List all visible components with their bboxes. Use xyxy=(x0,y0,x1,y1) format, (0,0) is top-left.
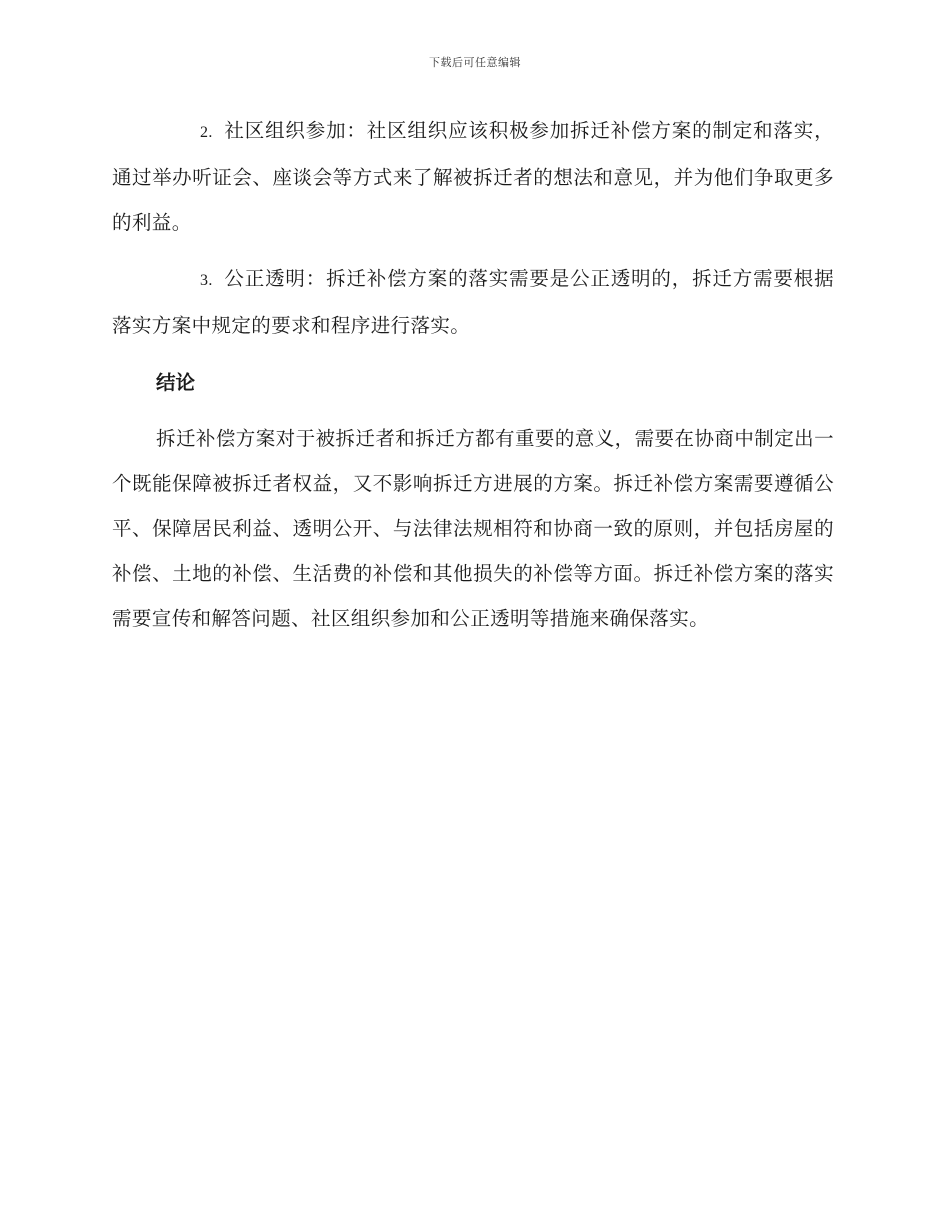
list-item xyxy=(112,108,834,245)
list-item-number: 3. xyxy=(200,272,213,289)
list-item-text: 社区组织参加：社区组织应该积极参加拆迁补偿方案的制定和落实，通过举办听证会、座谈会等方式来了解被拆迁者的想法和意见，并为他们争取更多的利益。 xyxy=(112,119,834,234)
list-item-number: 2. xyxy=(200,124,213,141)
conclusion-paragraph: 拆迁补偿方案对于被拆迁者和拆迁方都有重要的意义，需要在协商中制定出一个既能保障被拆迁者权益，又不影响拆迁方进展的方案。拆迁补偿方案需要遵循公平、保障居民利益、透明公开、与法律法规相符和协商一致的原则，并包括房屋的补偿、土地的补偿、生活费的补偿和其他损失的补偿等方面。拆迁补偿方案的落实需要宣传和解答问题、社区组织参加和公正透明等措施来确保落实。 xyxy=(112,427,834,630)
list-item xyxy=(112,256,834,348)
section-heading: 结论 xyxy=(156,371,196,394)
list-item-text: 公正透明：拆迁补偿方案的落实需要是公正透明的，拆迁方需要根据落实方案中规定的要求和程序进行落实。 xyxy=(112,267,834,337)
page-header: 下载后可任意编辑 xyxy=(429,56,521,69)
document-body xyxy=(112,108,834,641)
